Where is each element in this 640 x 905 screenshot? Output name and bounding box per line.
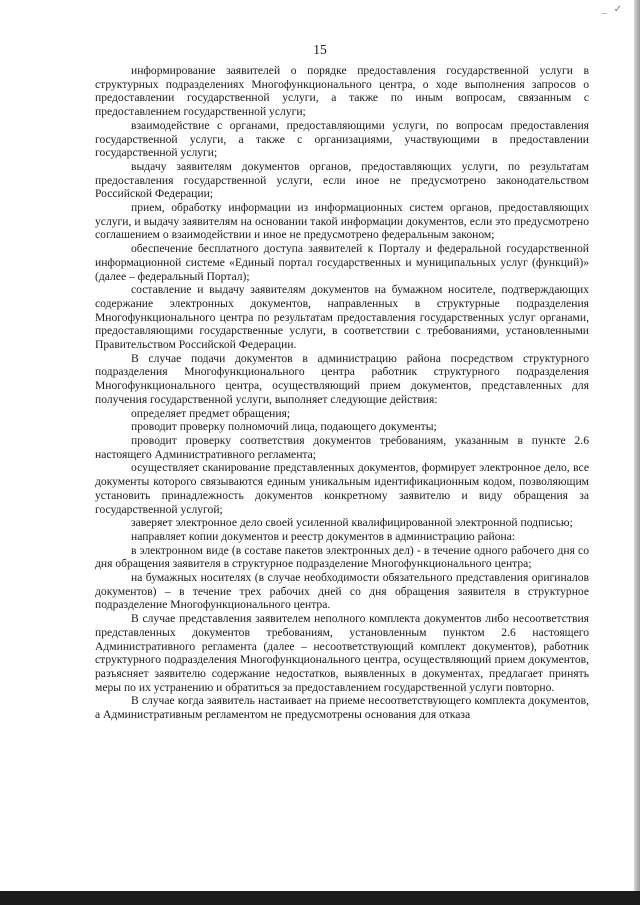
paragraph: обеспечение бесплатного доступа заявителей к Порталу и федеральной государственной информационной системе «Единый портал государственных и муниципальных услуг (функций)» (далее – федеральный Портал); xyxy=(95,242,589,283)
paragraph: на бумажных носителях (в случае необходимости обязательного представления оригиналов документов) – в течение трех рабочих дней со дня обращения заявителя в структурное подразделение Многофункционального центра. xyxy=(95,571,589,612)
paragraph: проводит проверку соответствия документов требованиям, указанным в пункте 2.6 настоящего Административного регламента; xyxy=(95,433,589,461)
scan-bottom-border xyxy=(0,891,640,905)
paragraph: прием, обработку информации из информационных систем органов, предоставляющих услуги, и выдачу заявителям на основании такой информации документов, если это предусмотрено соглашением о взаимодействии и иное не предусмотрено федеральным законом; xyxy=(95,201,589,242)
paragraph: осуществляет сканирование представленных документов, формирует электронное дело, все документы которого связываются единым уникальным идентификационным кодом, позволяющим установить принадлежность документов конкретному заявителю и виду обращения за государственной услугой; xyxy=(95,461,589,516)
corner-mark: _ ✓ xyxy=(602,4,624,15)
paragraph: направляет копии документов и реестр документов в администрацию района: xyxy=(131,529,516,543)
paragraph: выдачу заявителям документов органов, предоставляющих услуги, по результатам предоставления государственной услуги, если иное не предусмотрено законодательством Российской Федерации; xyxy=(95,159,589,201)
page-edge-shadow xyxy=(634,0,640,905)
document-body xyxy=(95,64,589,722)
paragraph: В случае подачи документов в администрацию района посредством структурного подразделения Многофункционального центра работник структурного подразделения Многофункционального центра, осуществляющий прием документов, представленных для получения государственной услуги, выполняет следующие действия: xyxy=(95,351,589,406)
paragraph: в электронном виде (в составе пакетов электронных дел) - в течение одного рабочего дня со дня обращения заявителя в структурное подразделение Многофункционального центра; xyxy=(95,543,589,571)
paragraph: заверяет электронное дело своей усиленной квалифицированной электронной подписью; xyxy=(131,516,573,530)
paragraph: проводит проверку полномочий лица, подающего документы; xyxy=(131,420,437,434)
paragraph: информирование заявителей о порядке предоставления государственной услуги в структурных подразделениях Многофункционального центра, о ходе выполнения запросов о предоставлении государственной услуги, а также по иным вопросам, связанным с предоставлением государственной услуги; xyxy=(95,64,589,119)
paragraph: В случае представления заявителем неполного комплекта документов либо несоответствия представленных документов требованиям, установленным пунктом 2.6 настоящего Административного регламента (далее – несоответствующий комплект документов), работник структурного подразделения Многофункционального центра, осуществляющий прием документов, разъясняет заявителю содержание недостатков, выявленных в документах, предлагает принять меры по их устранению и обратиться за предоставлением государственной услуги повторно. xyxy=(95,612,589,694)
paragraph: составление и выдачу заявителям документов на бумажном носителе, подтверждающих содержание электронных документов, направленных в структурные подразделения Многофункционального центра по результатам предоставления государственных услуг органами, предоставляющими государственные услуги, в соответствии с требованиями, установленными Правительством Российской Федерации. xyxy=(95,283,589,352)
paragraph: определяет предмет обращения; xyxy=(131,406,291,420)
paragraph: В случае когда заявитель настаивает на приеме несоответствующего комплекта документов, а Административным регламентом не предусмотрены основания для отказа xyxy=(95,694,589,722)
page-number: 15 xyxy=(313,42,327,57)
paragraph: взаимодействие с органами, предоставляющими услуги, по вопросам предоставления государственной услуги, а также с организациями, участвующими в предоставлении государственной услуги; xyxy=(95,118,589,160)
